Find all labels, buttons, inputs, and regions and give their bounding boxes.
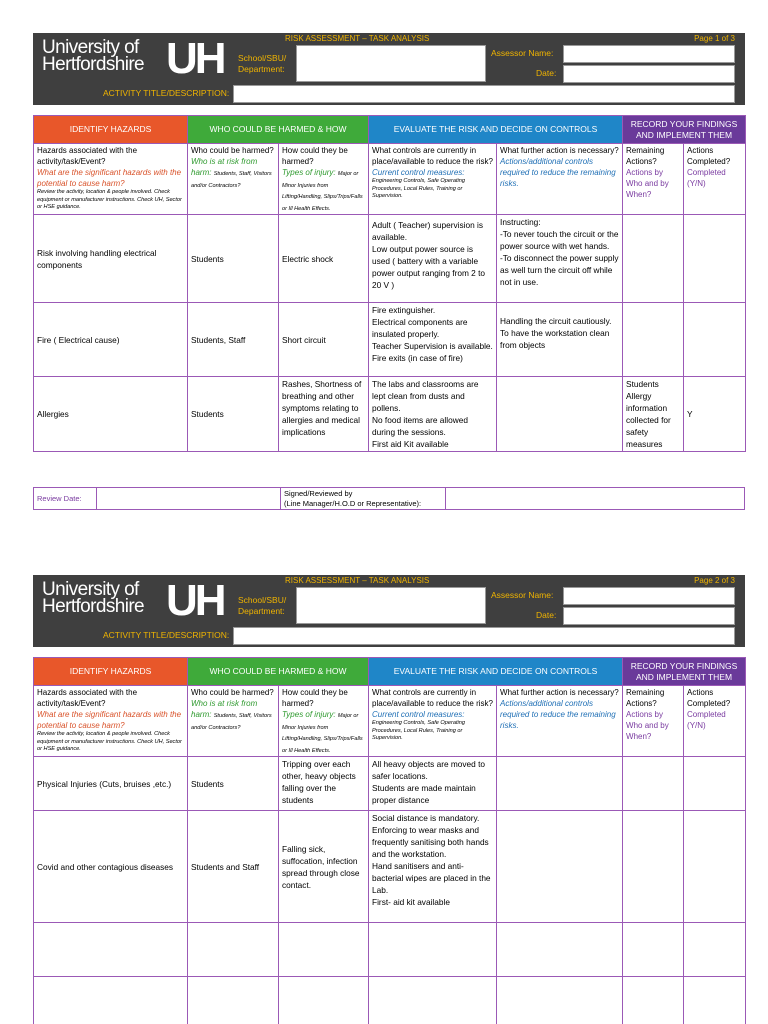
who-cell[interactable] bbox=[188, 977, 279, 1024]
activity-label: ACTIVITY TITLE/DESCRIPTION: bbox=[103, 88, 230, 98]
how-cell[interactable]: Electric shock bbox=[279, 215, 369, 303]
actions-completed-cell[interactable]: Y bbox=[684, 377, 746, 452]
section-header-row bbox=[34, 116, 746, 144]
evaluate-risk-header: EVALUATE THE RISK AND DECIDE ON CONTROLS bbox=[369, 658, 623, 686]
remaining-actions-cell[interactable] bbox=[623, 811, 684, 923]
controls-cell[interactable] bbox=[369, 923, 497, 977]
table-row bbox=[34, 303, 746, 377]
page-number: Page 1 of 3 bbox=[694, 34, 735, 43]
actions-completed-subheader: Actions Completed? Completed (Y/N) bbox=[684, 144, 746, 215]
school-label: School/SBU/ Department: bbox=[238, 53, 287, 74]
actions-completed-cell[interactable] bbox=[684, 923, 746, 977]
table-row bbox=[34, 977, 746, 1024]
hazard-cell[interactable]: Covid and other contagious diseases bbox=[34, 811, 188, 923]
further-action-subheader: What further action is necessary? Actions/additional controls required to reduce the remaining risks. bbox=[497, 144, 623, 215]
who-subheader: Who could be harmed? Who is at risk from harm: Students, Staff, Visitors and/or Contractors? bbox=[188, 144, 279, 215]
signed-field[interactable] bbox=[446, 488, 744, 509]
logo-line-1: University of bbox=[42, 579, 139, 600]
further-action-cell[interactable] bbox=[497, 977, 623, 1024]
remaining-actions-cell[interactable] bbox=[623, 303, 684, 377]
further-action-cell[interactable]: Instructing: -To never touch the circuit or the power source with wet hands. -To disconnect the power supply as well turn the circuit off while not in use. bbox=[497, 215, 623, 303]
who-harmed-header: WHO COULD BE HARMED & HOW bbox=[188, 116, 369, 144]
further-action-cell[interactable]: Handling the circuit cautiously. To have the workstation clean from objects bbox=[497, 303, 623, 377]
identify-hazards-header: IDENTIFY HAZARDS bbox=[34, 116, 188, 144]
how-cell[interactable]: Rashes, Shortness of breathing and other symptoms relating to allergies and medical implications bbox=[279, 377, 369, 452]
controls-cell[interactable]: The labs and classrooms are lept clean from dusts and pollens. No food items are allowed during the sessions. First aid Kit available bbox=[369, 377, 497, 452]
remaining-actions-cell[interactable] bbox=[623, 215, 684, 303]
evaluate-risk-header: EVALUATE THE RISK AND DECIDE ON CONTROLS bbox=[369, 116, 623, 144]
table-row bbox=[34, 377, 746, 452]
hazards-subheader: Hazards associated with the activity/task/Event? What are the significant hazards with the potential to cause harm? Review the activity, location & people involved. Check equipment or manufacturer instructions. Check UH, Sector or HSE guidance. bbox=[34, 686, 188, 757]
activity-label: ACTIVITY TITLE/DESCRIPTION: bbox=[103, 630, 230, 640]
hazards-subheader: Hazards associated with the activity/task/Event? What are the significant hazards with the potential to cause harm? Review the activity, location & people involved. Check equipment or manufacturer instructions. Check UH, Sector or HSE guidance. bbox=[34, 144, 188, 215]
date-label: Date: bbox=[536, 610, 557, 620]
actions-completed-subheader: Actions Completed? Completed (Y/N) bbox=[684, 686, 746, 757]
assessor-label: Assessor Name: bbox=[491, 48, 554, 58]
activity-field[interactable] bbox=[233, 627, 735, 645]
identify-hazards-header: IDENTIFY HAZARDS bbox=[34, 658, 188, 686]
remaining-actions-cell[interactable] bbox=[623, 923, 684, 977]
how-cell[interactable]: Falling sick, suffocation, infection spread through close contact. bbox=[279, 811, 369, 923]
signed-label: Signed/Reviewed by (Line Manager/H.O.D or Representative): bbox=[281, 488, 446, 509]
remaining-actions-cell[interactable] bbox=[623, 757, 684, 811]
uh-logo-mark: UH bbox=[166, 576, 224, 625]
further-action-subheader: What further action is necessary? Actions/additional controls required to reduce the remaining risks. bbox=[497, 686, 623, 757]
remaining-actions-subheader: Remaining Actions? Actions by Who and by When? bbox=[623, 144, 684, 215]
logo-line-2: Hertfordshire bbox=[42, 596, 145, 617]
hazard-cell[interactable]: Physical Injuries (Cuts, bruises ,etc.) bbox=[34, 757, 188, 811]
hazard-cell[interactable]: Risk involving handling electrical components bbox=[34, 215, 188, 303]
remaining-actions-cell[interactable] bbox=[623, 977, 684, 1024]
hazard-cell[interactable]: Fire ( Electrical cause) bbox=[34, 303, 188, 377]
hazard-cell[interactable] bbox=[34, 977, 188, 1024]
controls-cell[interactable]: Adult ( Teacher) supervision is available. Low output power source is used ( battery with a variable power output ranging from 2 to 20 V ) bbox=[369, 215, 497, 303]
who-subheader: Who could be harmed? Who is at risk from harm: Students, Staff, Visitors and/or Contractors? bbox=[188, 686, 279, 757]
table-row bbox=[34, 757, 746, 811]
who-cell[interactable]: Students bbox=[188, 215, 279, 303]
review-row bbox=[33, 487, 745, 510]
logo-line-2: Hertfordshire bbox=[42, 54, 145, 75]
who-cell[interactable] bbox=[188, 923, 279, 977]
page-header bbox=[33, 575, 745, 647]
table-row bbox=[34, 811, 746, 923]
actions-completed-cell[interactable] bbox=[684, 757, 746, 811]
who-cell[interactable]: Students and Staff bbox=[188, 811, 279, 923]
page-header bbox=[33, 33, 745, 105]
school-field[interactable] bbox=[296, 587, 486, 624]
how-cell[interactable]: Tripping over each other, heavy objects falling over the students bbox=[279, 757, 369, 811]
how-cell[interactable]: Short circuit bbox=[279, 303, 369, 377]
further-action-cell[interactable] bbox=[497, 811, 623, 923]
assessor-name-field[interactable] bbox=[563, 587, 735, 605]
who-cell[interactable]: Students bbox=[188, 377, 279, 452]
activity-field[interactable] bbox=[233, 85, 735, 103]
logo-line-1: University of bbox=[42, 37, 139, 58]
controls-subheader: What controls are currently in place/available to reduce the risk? Current control measures: Engineering Controls, Safe Operating Procedures, Local Rules, Training or Supervision. bbox=[369, 686, 497, 757]
subheader-row bbox=[34, 686, 746, 757]
who-harmed-header: WHO COULD BE HARMED & HOW bbox=[188, 658, 369, 686]
controls-subheader: What controls are currently in place/available to reduce the risk? Current control measures: Engineering Controls, Safe Operating Procedures, Local Rules, Training or Supervision. bbox=[369, 144, 497, 215]
university-logo bbox=[42, 581, 144, 615]
actions-completed-cell[interactable] bbox=[684, 811, 746, 923]
subheader-row bbox=[34, 144, 746, 215]
uh-logo-mark: UH bbox=[166, 34, 224, 83]
remaining-actions-cell[interactable]: Students Allergy information collected for safety measures bbox=[623, 377, 684, 452]
section-header-row bbox=[34, 658, 746, 686]
record-findings-header: RECORD YOUR FINDINGS AND IMPLEMENT THEM bbox=[623, 116, 746, 144]
further-action-cell[interactable] bbox=[497, 377, 623, 452]
page-1 bbox=[33, 33, 745, 452]
table-row bbox=[34, 923, 746, 977]
review-date-label: Review Date: bbox=[34, 488, 97, 509]
assessor-name-field[interactable] bbox=[563, 45, 735, 63]
who-cell[interactable]: Students bbox=[188, 757, 279, 811]
controls-cell[interactable]: All heavy objects are moved to safer locations. Students are made maintain proper distance bbox=[369, 757, 497, 811]
how-subheader: How could they be harmed? Types of injury: Major or Minor Injuries from Lifting/Handling, Slips/Trips/Falls or Ill Health Effects. bbox=[279, 144, 369, 215]
how-cell[interactable] bbox=[279, 923, 369, 977]
review-date-field[interactable] bbox=[97, 488, 281, 509]
table-row bbox=[34, 215, 746, 303]
hazard-cell[interactable] bbox=[34, 923, 188, 977]
risk-table bbox=[33, 115, 746, 452]
controls-cell[interactable]: Fire extinguisher. Electrical components are insulated properly. Teacher Supervision is available. Fire exits (in case of fire) bbox=[369, 303, 497, 377]
school-field[interactable] bbox=[296, 45, 486, 82]
page-number: Page 2 of 3 bbox=[694, 576, 735, 585]
page-2 bbox=[33, 575, 745, 1024]
assessor-label: Assessor Name: bbox=[491, 590, 554, 600]
date-field[interactable] bbox=[563, 65, 735, 83]
school-label: School/SBU/ Department: bbox=[238, 595, 287, 616]
hazard-cell[interactable]: Allergies bbox=[34, 377, 188, 452]
risk-table bbox=[33, 657, 746, 1024]
further-action-cell[interactable] bbox=[497, 757, 623, 811]
controls-cell[interactable]: Social distance is mandatory. Enforcing to wear masks and frequently sanitising both hands and the workstation. Hand sanitisers and anti-bacterial wipes are placed in the Lab. First- aid kit available bbox=[369, 811, 497, 923]
record-findings-header: RECORD YOUR FINDINGS AND IMPLEMENT THEM bbox=[623, 658, 746, 686]
date-label: Date: bbox=[536, 68, 557, 78]
remaining-actions-subheader: Remaining Actions? Actions by Who and by When? bbox=[623, 686, 684, 757]
form-title: RISK ASSESSMENT – TASK ANALYSIS bbox=[285, 576, 430, 585]
further-action-cell[interactable] bbox=[497, 923, 623, 977]
university-logo bbox=[42, 39, 144, 73]
actions-completed-cell[interactable] bbox=[684, 215, 746, 303]
how-subheader: How could they be harmed? Types of injury: Major or Minor Injuries from Lifting/Handling, Slips/Trips/Falls or Ill Health Effects. bbox=[279, 686, 369, 757]
how-cell[interactable] bbox=[279, 977, 369, 1024]
form-title: RISK ASSESSMENT – TASK ANALYSIS bbox=[285, 34, 430, 43]
who-cell[interactable]: Students, Staff bbox=[188, 303, 279, 377]
actions-completed-cell[interactable] bbox=[684, 303, 746, 377]
actions-completed-cell[interactable] bbox=[684, 977, 746, 1024]
date-field[interactable] bbox=[563, 607, 735, 625]
controls-cell[interactable] bbox=[369, 977, 497, 1024]
